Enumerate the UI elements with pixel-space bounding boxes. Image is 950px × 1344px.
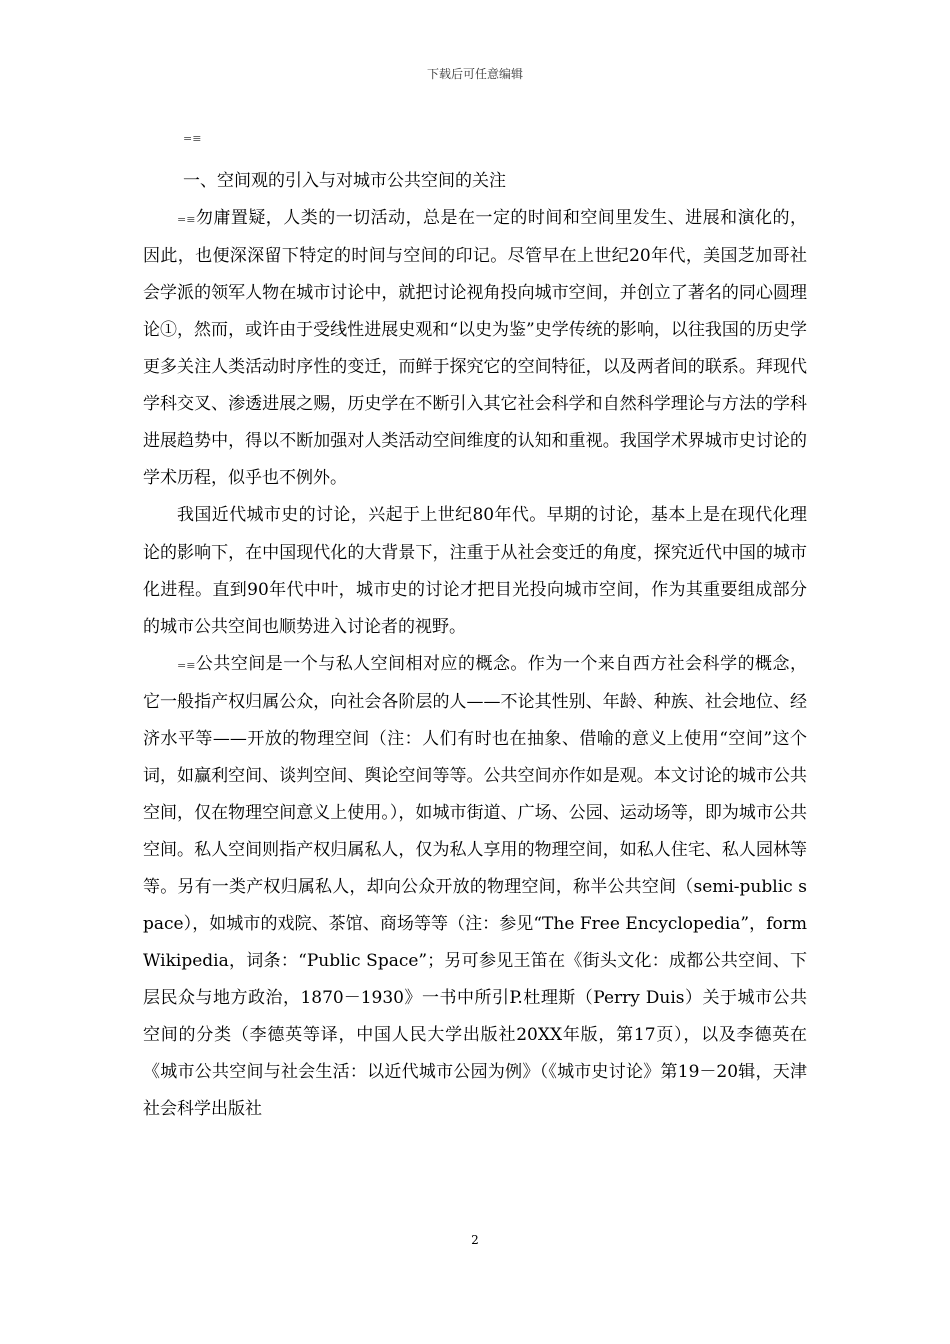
paragraph-3 (143, 646, 807, 1128)
paragraph-2 (143, 497, 807, 646)
paragraph-1 (143, 200, 807, 497)
section-marker: =≡ (183, 132, 202, 145)
paragraph-text: 我国近代城市史的讨论，兴起于上世纪80年代。早期的讨论，基本上是在现代化理论的影响下，在中国现代化的大背景下，注重于从社会变迁的角度，探究近代中国的城市化进程。直到90年代中叶，城市史的讨论才把目光投向城市空间，作为其重要组成部分的城市公共空间也顺势进入讨论者的视野。 (143, 505, 807, 637)
page-number: 2 (471, 1233, 479, 1247)
paragraph-text: 勿庸置疑，人类的一切活动，总是在一定的时间和空间里发生、进展和演化的，因此，也便深深留下特定的时间与空间的印记。尽管早在上世纪20年代，美国芝加哥社会学派的领军人物在城市讨论中，就把讨论视角投向城市空间，并创立了著名的同心圆理论①，然而，或许由于受线性进展史观和“以史为鉴”史学传统的影响，以往我国的历史学更多关注人类活动时序性的变迁，而鲜于探究它的空间特征，以及两者间的联系。拜现代学科交叉、渗透进展之赐，历史学在不断引入其它社会科学和自然科学理论与方法的学科进展趋势中，得以不断加强对人类活动空间维度的认知和重视。我国学术界城市史讨论的学术历程，似乎也不例外。 (143, 208, 807, 488)
section-heading: 一、空间观的引入与对城市公共空间的关注 (183, 171, 506, 191)
paragraph-marker: =≡ (177, 659, 196, 672)
paragraph-text: 公共空间是一个与私人空间相对应的概念。作为一个来自西方社会科学的概念，它一般指产权归属公众，向社会各阶层的人——不论其性别、年龄、种族、社会地位、经济水平等——开放的物理空间（注：人们有时也在抽象、借喻的意义上使用“空间”这个词，如赢利空间、谈判空间、舆论空间等等。公共空间亦作如是观。本文讨论的城市公共空间，仅在物理空间意义上使用。），如城市街道、广场、公园、运动场等，即为城市公共空间。私人空间则指产权归属私人，仅为私人享用的物理空间，如私人住宅、私人园林等等。另有一类产权归属私人，却向公众开放的物理空间，称半公共空间（semi-public space），如城市的戏院、茶馆、商场等等（注：参见“The Free Encyclopedia”，form Wikipedia，词条：“Public Space”；另可参见王笛在《街头文化：成都公共空间、下层民众与地方政治，1870－1930》一书中所引P.杜理斯（Perry Duis）关于城市公共空间的分类（李德英等译，中国人民大学出版社20XX年版，第17页），以及李德英在《城市公共空间与社会生活：以近代城市公园为例》（《城市史讨论》第19－20辑，天津社会科学出版社 (143, 654, 807, 1119)
document-body (143, 131, 807, 1128)
page-header: 下载后可任意编辑 (426, 67, 523, 81)
paragraph-marker: =≡ (177, 213, 196, 226)
